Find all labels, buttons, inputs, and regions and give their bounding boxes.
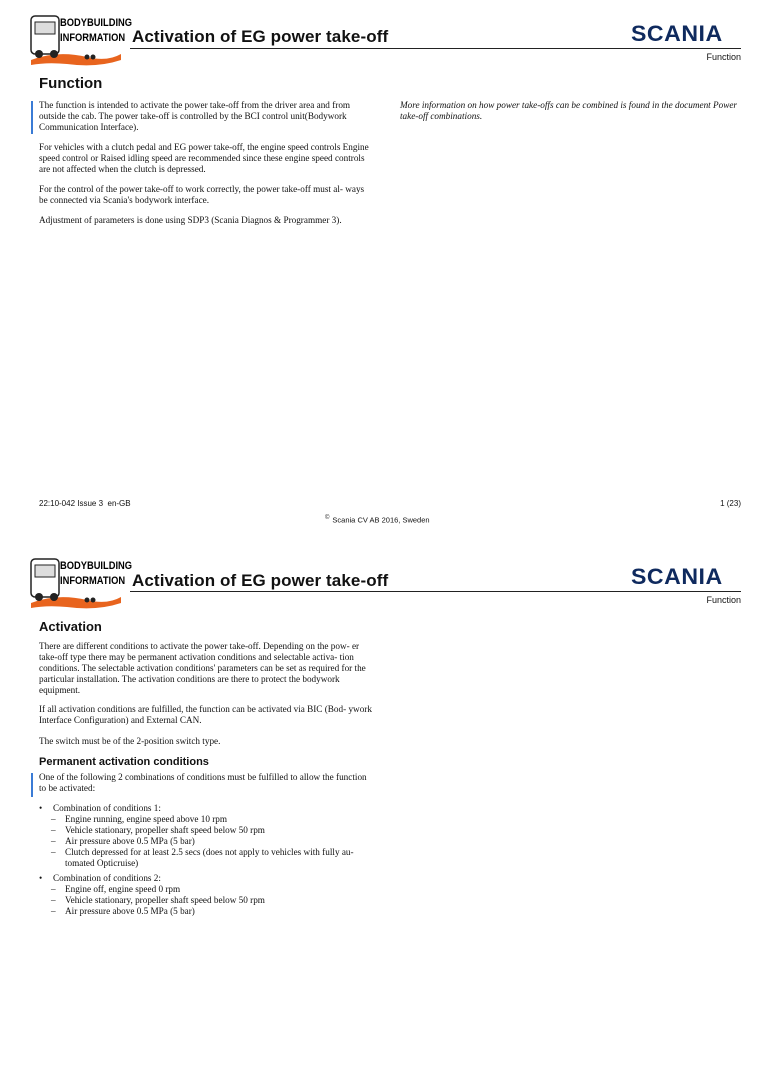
dash-icon: – [51,836,56,846]
condition-item: Air pressure above 0.5 MPa (5 bar) [65,836,195,846]
bullet-icon: • [39,803,43,813]
body-paragraph: The switch must be of the 2-position switch type. [39,736,221,746]
body-paragraph: There are different conditions to activate the power take-off. Depending on the pow- er take-off type there may be permanent activation conditions and selectable activa- tion conditions. The selectable activation conditions' parameters can be set as required for the particular installation. The activation conditions are there to protect the bodywork equipment. [39,641,366,695]
header-divider [130,591,741,592]
body-paragraph: For the control of the power take-off to work correctly, the power take-off must al- ways be connected via Scania's bodywork interface. [39,184,365,205]
svg-text:BODYBUILDING: BODYBUILDING [60,560,133,573]
condition-item: Engine off, engine speed 0 rpm [65,884,181,894]
svg-text:INFORMATION: INFORMATION [60,575,126,588]
subsection-heading: Permanent activation conditions [39,756,209,768]
list-item: • Combination of conditions 2: – Engine off, engine speed 0 rpm – Vehicle stationary, propeller shaft speed below 50 rpm – Air pressure above 0.5 MPa (5 bar) [39,873,265,916]
conditions-list [39,803,379,921]
svg-text:BODYBUILDING: BODYBUILDING [60,17,133,30]
dash-icon: – [51,825,56,835]
document-page-2 [0,543,768,1086]
change-bar [31,773,33,797]
copyright-text: Scania CV AB 2016, Sweden [332,515,430,525]
copyright [325,515,430,525]
dash-icon: – [51,895,56,905]
document-title: Activation of EG power take-off [132,27,389,46]
body-paragraph: The function is intended to activate the power take-off from the driver area and from outside the cab. The power take-off is controlled by the BCI control unit(Bodywork Communication Interface). [39,100,351,132]
condition-item: Engine running, engine speed above 10 rpm [65,814,228,824]
page-number: 1 (23) [720,499,741,508]
copyright-icon: © [325,515,330,521]
dash-icon: – [51,884,56,894]
dash-icon: – [51,847,56,857]
bodybuilding-information-logo [27,10,133,65]
change-bar [31,101,33,134]
document-title: Activation of EG power take-off [132,571,389,590]
condition-item: Vehicle stationary, propeller shaft speed below 50 rpm [65,825,265,835]
condition-item: Vehicle stationary, propeller shaft speed below 50 rpm [65,895,265,905]
dash-icon: – [51,814,56,824]
bullet-icon: • [39,873,43,883]
section-label: Function [706,52,741,62]
scania-logo: SCANIA [631,21,723,46]
list-item: • Combination of conditions 1: – Engine running, engine speed above 10 rpm – Vehicle stationary, propeller shaft speed below 50 rpm – Air pressure above 0.5 MPa (5 bar) – Clutch depressed for at least 2.5 secs (does not apply to vehicles with fully au- tomated Opticruise) [39,803,354,868]
section-heading: Activation [39,619,102,634]
body-paragraph: Adjustment of parameters is done using SDP3 (Scania Diagnos & Programmer 3). [39,215,342,225]
body-paragraph: If all activation conditions are fulfilled, the function can be activated via BIC (Bod- ywork Interface Configuration) and External CAN. [39,704,372,725]
document-id: 22:10-042 Issue 3 en-GB [39,499,131,508]
body-paragraph: One of the following 2 combinations of conditions must be fulfilled to allow the function to be activated: [39,772,367,793]
section-heading: Function [39,75,103,92]
dash-icon: – [51,906,56,916]
scania-logo: SCANIA [631,564,723,589]
note-paragraph: More information on how power take-offs can be combined is found in the document Power take-off combinations. [400,100,737,121]
header-divider [130,48,741,49]
body-paragraph: For vehicles with a clutch pedal and EG power take-off, the engine speed controls Engine speed control or Raised idling speed are recommended since these engine speed controls are not affected when the clutch is depressed. [39,142,369,174]
bodybuilding-information-logo [27,553,133,608]
condition-item: Clutch depressed for at least 2.5 secs (does not apply to vehicles with fully au- tomated Opticruise) [65,847,354,868]
svg-text:INFORMATION: INFORMATION [60,32,126,45]
condition-item: Air pressure above 0.5 MPa (5 bar) [65,906,195,916]
section-label: Function [706,595,741,605]
